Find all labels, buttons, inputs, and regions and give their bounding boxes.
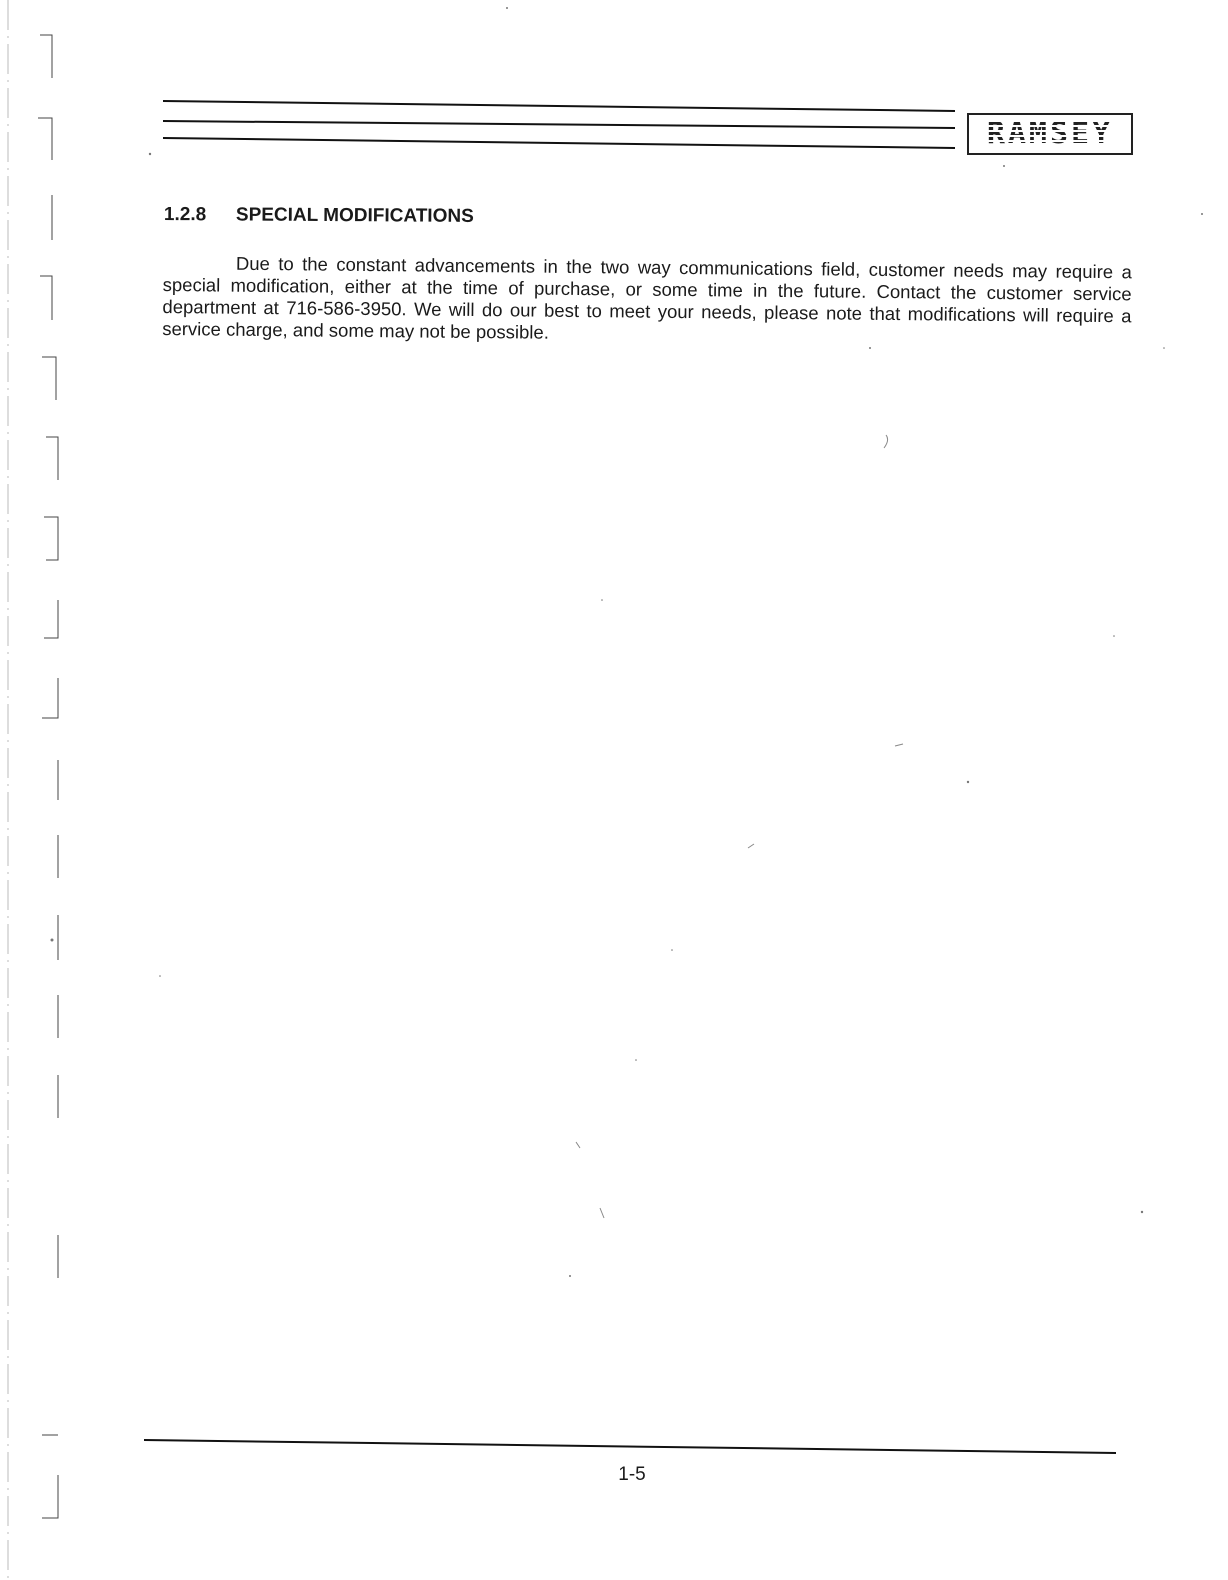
- page-number: 1-5: [618, 1464, 646, 1485]
- header-rules: [163, 96, 963, 156]
- binding-marks: [0, 0, 70, 1580]
- section-body: Due to the constant advancements in the two way communications field, customer needs may require a special modification, either at the time of purchase, or some time in the future. Contact the customer service department at 716-586-3950. We will do our best to meet your needs, please note that modifications will require a service charge, and some may not be possible.: [162, 252, 1132, 343]
- logo-text: RAMSEY: [986, 116, 1114, 151]
- ramsey-logo: [967, 113, 1133, 155]
- section-number: 1.2.8: [163, 204, 207, 226]
- section-heading: [164, 204, 474, 228]
- section-title: SPECIAL MODIFICATIONS: [235, 204, 474, 227]
- footer-rule: [144, 1433, 1116, 1463]
